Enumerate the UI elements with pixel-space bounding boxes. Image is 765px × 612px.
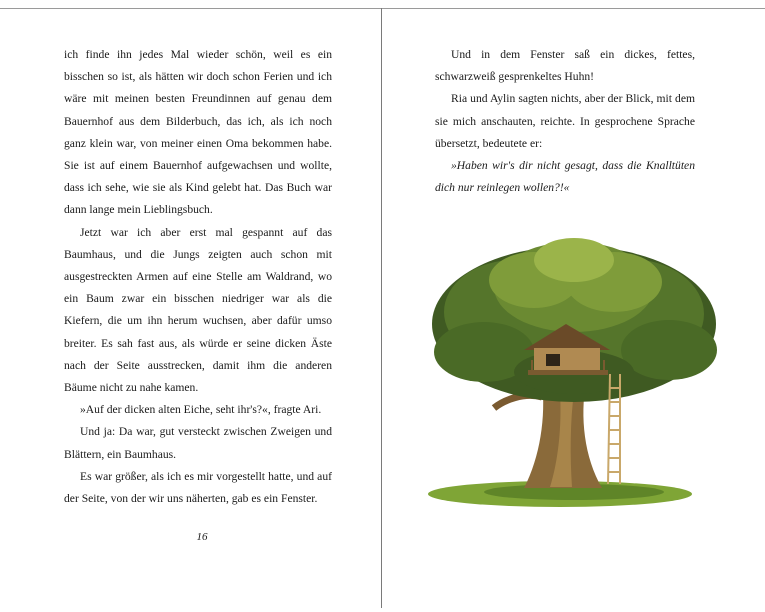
paragraph: ich finde ihn jedes Mal wieder schön, weil es ein bisschen so ist, als hätten wir doch schon Ferien und ich wäre mit meinen besten Freundinnen auf genau dem Bauernhof aus dem Bilderbuch, das ich, als ich noch ganz klein war, von meiner einen Oma bekommen habe. Sie ist auf einem Bauernhof aufgewachsen und wollte, dass ich sehe, wie sie als Kind gelebt hat. Das Buch war dann lange mein Lieblingsbuch.	[64, 48, 332, 217]
paragraph: Und ja: Da war, gut versteckt zwischen Zweigen und Blättern, ein Baumhaus.	[64, 425, 332, 461]
left-page-text	[64, 44, 332, 510]
paragraph-quote: »Haben wir's dir nicht gesagt, dass die Knalltüten dich nur reinlegen wollen?!«	[435, 159, 695, 195]
right-page	[382, 0, 765, 612]
paragraph: »Auf der dicken alten Eiche, seht ihr's?«, fragte Ari.	[80, 403, 322, 417]
paragraph: Jetzt war ich aber erst mal gespannt auf das Baumhaus, und die Jungs zeigten auch schon mit ausgestreckten Armen auf eine Stelle am Waldrand, wo ein Baum zwar ein bisschen niedriger war als die Kiefern, die um ihn herum wuchsen, aber dafür umso breiter. Es sah fast aus, als würde er seine dicken Äste nach der Seite ausstrecken, damit ihm die anderen Bäume nicht zu nahe kamen.	[64, 225, 332, 395]
left-page	[0, 0, 381, 612]
paragraph: Und in dem Fenster saß ein dickes, fettes, schwarzweiß gesprenkeltes Huhn!	[435, 48, 695, 84]
treehouse-illustration	[424, 232, 724, 518]
right-page-text	[435, 44, 695, 199]
paragraph: Ria und Aylin sagten nichts, aber der Blick, mit dem sie mich anschauten, reichte. In gesprochene Sprache übersetzt, bedeutete er:	[435, 92, 695, 150]
tree-foliage	[432, 238, 717, 402]
paragraph: Es war größer, als ich es mir vorgestellt hatte, und auf der Seite, von der wir uns näherten, gab es ein Fenster.	[64, 469, 332, 506]
treehouse-window	[546, 354, 560, 366]
page-number: 16	[196, 531, 208, 543]
